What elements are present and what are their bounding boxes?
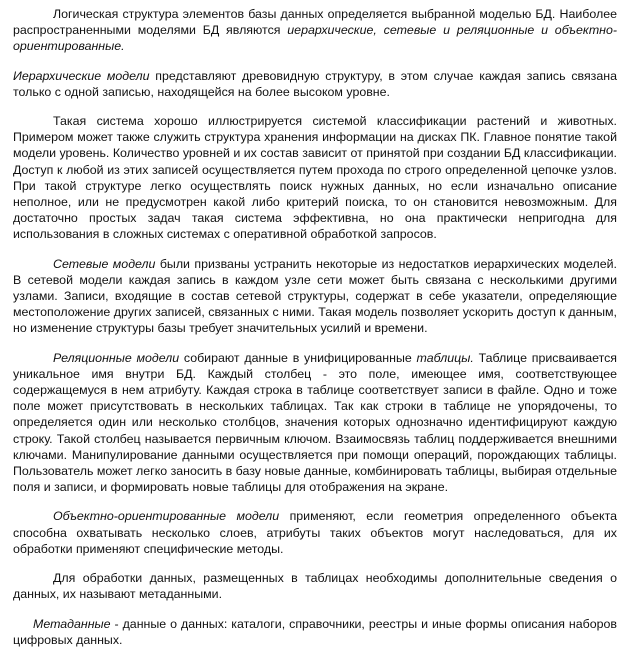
paragraph-8 [13, 616, 617, 648]
text-run: представляют древовидную структуру, в этом случае каждая запись связана только с одной записью, находящейся на более высоком уровне. [13, 68, 617, 99]
text-run: были призваны устранить некоторые из недостатков иерархических моделей. В сетевой модели каждая запись в каждом узле сети может быть связана с несколькими другими узлами. Записи, входящие в состав сетевой структуры, содержат в себе указатели, определяющие местоположение других записей, связанных с ними. Такая модель позволяет ускорить доступ к данным, но изменение структуры базы требует значительных усилий и времени. [13, 256, 617, 336]
paragraph-7 [13, 570, 617, 602]
text-run: Логическая структура элементов базы данных определяется выбранной моделью БД. Наиболее распространенными моделями БД являются [13, 7, 617, 38]
italic-term: иерархические, сетевые и реляционные и объектно-ориентированные. [13, 23, 617, 54]
text-run: Такая система хорошо иллюстрируется системой классификации растений и животных. Примером может также служить структура хранения информации на дисках ПК. Главное понятие такой модели уровень. Количество уровней и их состав зависит от принятой при создании БД классификации. Доступ к любой из этих записей осуществляется путем прохода по строго определенной цепочке узлов. При такой структуре легко осуществлять поиск нужных данных, но если изначально описание неполное, или не предусмотрен какой либо критерий поиска, то он становится невозможным. Для достаточно простых задач такая система эффективна, но она практически непригодна для использования в сложных системах с оперативной обработкой запросов. [13, 114, 617, 242]
paragraph-2 [13, 68, 617, 100]
italic-term: Метаданные [33, 616, 111, 631]
paragraph-4 [13, 256, 617, 337]
italic-term: Реляционные модели [53, 350, 180, 365]
paragraph-1 [13, 6, 617, 55]
text-run: Таблице присваивается уникальное имя внутри БД. Каждый столбец - это поле, имеющее имя, соответствующее содержащемуся в нем атрибуту. Каждая строка в таблице соответствует записи в файле. Одно и тоже поле может присутствовать в нескольких таблицах. Так как строки в таблице не упорядочены, то определяется один или несколько столбцов, значения которых однозначно идентифицируют каждую строку. Такой столбец называется первичным ключом. Взаимосвязь таблиц поддерживается внешними ключами. Манипулирование данными осуществляется при помощи операций, порождающих таблицы. Пользователь может легко заносить в базу новые данные, комбинировать таблицы, выбирая отдельные поля и записи, и формировать новые таблицы для отображения на экране. [13, 350, 618, 495]
paragraph-3 [13, 113, 617, 243]
paragraph-5 [13, 350, 617, 496]
text-run: применяют, если геометрия определенного объекта способна охватывать несколько слоев, атрибуты таких объектов могут наследоваться, для их обработки применяют специфические методы. [13, 509, 618, 556]
document-body [13, 6, 617, 648]
italic-term: Иерархические модели [13, 68, 150, 83]
text-run: - данные о данных: каталоги, справочники, реестры и иные формы описания наборов цифровых данных. [13, 616, 617, 647]
italic-term: Сетевые модели [53, 256, 156, 271]
italic-term: таблицы. [416, 350, 474, 365]
paragraph-6 [13, 508, 617, 557]
text-run: собирают данные в унифицированные [179, 350, 417, 365]
text-run: Для обработки данных, размещенных в таблицах необходимы дополнительные сведения о данных, их называют метаданными. [13, 571, 617, 602]
italic-term: Объектно-ориентированные модели [53, 509, 280, 524]
